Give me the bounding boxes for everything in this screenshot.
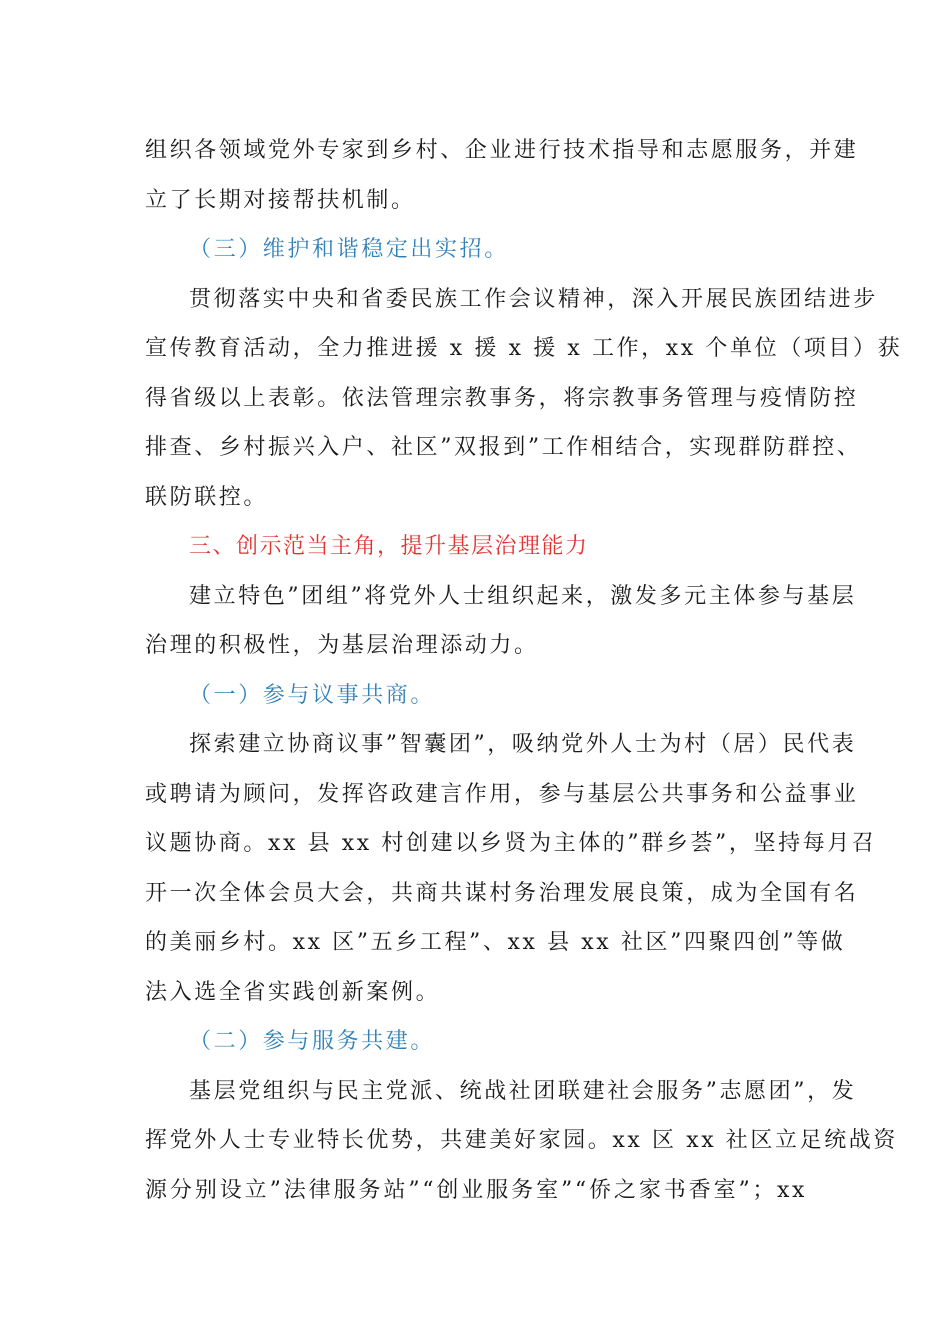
paragraph-line: 组织各领域党外专家到乡村、企业进行技术指导和志愿服务，并建 xyxy=(145,138,859,163)
section-heading: （二）参与服务共建。 xyxy=(189,1029,436,1054)
paragraph-line: 基层党组织与民主党派、统战社团联建社会服务”志愿团”，发 xyxy=(189,1078,857,1104)
paragraph-line: 挥党外人士专业特长优势，共建美好家园。xx 区 xx 社区立足统战资 xyxy=(145,1128,899,1153)
paragraph-line: 联防联控。 xyxy=(145,484,269,510)
paragraph-line: 贯彻落实中央和省委民族工作会议精神，深入开展民族团结进步 xyxy=(189,286,878,312)
paragraph-line: 排查、乡村振兴入户、社区”双报到”工作相结合，实现群防群控、 xyxy=(145,435,862,460)
paragraph-line: 议题协商。xx 县 xx 村创建以乡贤为主体的”群乡荟”，坚持每月召 xyxy=(145,831,877,856)
paragraph-line: 立了长期对接帮扶机制。 xyxy=(145,187,416,213)
paragraph-line: 治理的积极性，为基层治理添动力。 xyxy=(145,633,539,658)
paragraph-line: 法入选全省实践创新案例。 xyxy=(145,979,441,1005)
section-heading: （一）参与议事共商。 xyxy=(189,682,436,708)
paragraph-line: 开一次全体会员大会，共商共谋村务治理发展良策，成为全国有名 xyxy=(145,880,859,906)
paragraph-line: 宣传教育活动，全力推进援 x 援 x 援 x 工作，xx 个单位（项目）获 xyxy=(145,336,903,361)
paragraph-line: 建立特色”团组”将党外人士组织起来，激发多元主体参与基层 xyxy=(189,583,857,609)
section-heading: （三）维护和谐稳定出实招。 xyxy=(189,237,509,262)
paragraph-line: 探索建立协商议事”智囊团”，吸纳党外人士为村（居）民代表 xyxy=(189,732,857,757)
paragraph-line: 的美丽乡村。xx 区”五乡工程”、xx 县 xx 社区”四聚四创”等做 xyxy=(145,930,846,955)
paragraph-line: 得省级以上表彰。依法管理宗教事务，将宗教事务管理与疫情防控 xyxy=(145,385,859,411)
paragraph-line: 或聘请为顾问，发挥咨政建言作用，参与基层公共事务和公益事业 xyxy=(145,781,859,807)
paragraph-line: 源分别设立”法律服务站”“创业服务室”“侨之家书香室”；xx xyxy=(145,1177,807,1203)
chapter-heading: 三、创示范当主角，提升基层治理能力 xyxy=(189,534,589,559)
document-page xyxy=(145,126,903,1215)
